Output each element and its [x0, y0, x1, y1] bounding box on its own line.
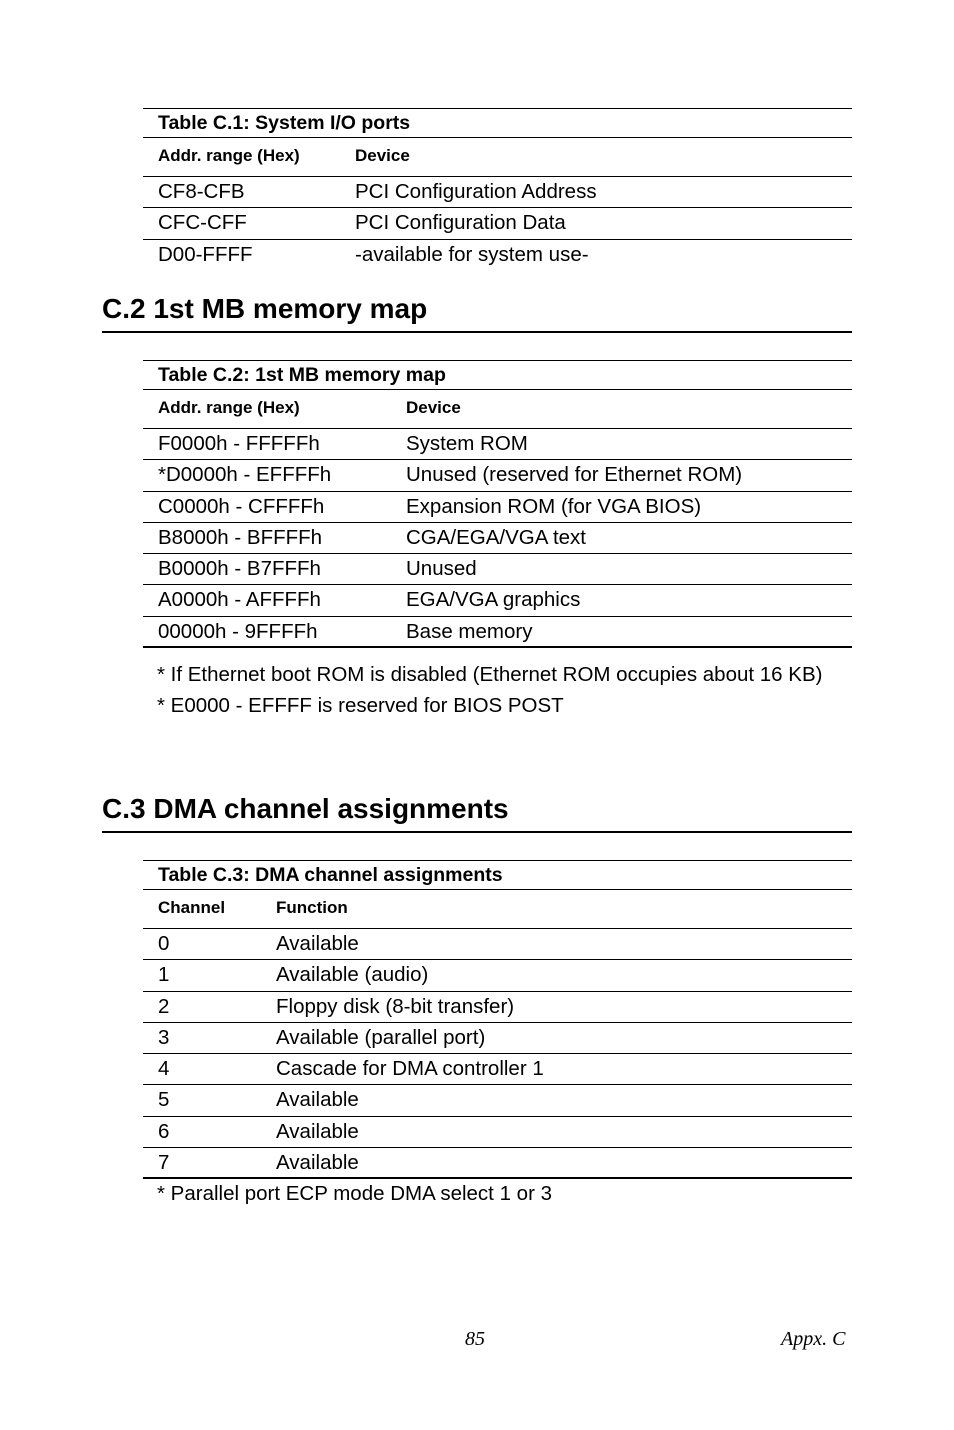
cell-channel: 7 [158, 1151, 170, 1175]
table-c3 [143, 860, 852, 1179]
table-row [143, 929, 852, 960]
column-header-addr-range: Addr. range (Hex) [158, 146, 300, 165]
cell-device: PCI Configuration Address [355, 180, 597, 203]
cell-device: Unused (reserved for Ethernet ROM) [406, 463, 743, 487]
section-heading-c2: C.2 1st MB memory map [102, 292, 852, 333]
cell-function: Available [276, 932, 359, 955]
table-row [143, 585, 852, 616]
footer-section: Appx. C [781, 1328, 846, 1350]
table-row [143, 460, 852, 491]
table-row [143, 240, 852, 271]
cell-function: Available [276, 1088, 359, 1112]
cell-addr: CF8-CFB [158, 180, 245, 203]
table-row [143, 554, 852, 585]
table-caption: Table C.2: 1st MB memory map [143, 360, 852, 390]
table-row [143, 992, 852, 1023]
cell-addr: A0000h - AFFFFh [158, 588, 321, 612]
table-note: * Parallel port ECP mode DMA select 1 or 3 [157, 1182, 552, 1205]
table-header [143, 890, 852, 929]
column-header-device: Device [406, 398, 461, 417]
table-row [143, 523, 852, 554]
cell-channel: 1 [158, 963, 170, 987]
cell-device: EGA/VGA graphics [406, 588, 581, 612]
table-row [143, 208, 852, 239]
cell-function: Cascade for DMA controller 1 [276, 1057, 544, 1081]
cell-function: Floppy disk (8-bit transfer) [276, 994, 515, 1018]
cell-addr: 00000h - 9FFFFh [158, 619, 318, 643]
table-caption: Table C.3: DMA channel assignments [143, 860, 852, 890]
table-caption: Table C.1: System I/O ports [143, 108, 852, 138]
cell-channel: 0 [158, 932, 170, 955]
cell-channel: 5 [158, 1088, 170, 1112]
table-row [143, 429, 852, 460]
table-row [143, 1054, 852, 1085]
cell-function: Available [276, 1151, 359, 1175]
cell-device: Unused [406, 557, 477, 581]
cell-device: CGA/EGA/VGA text [406, 525, 587, 549]
table-row [143, 1148, 852, 1179]
page-number: 85 [465, 1328, 485, 1350]
cell-addr: D00-FFFF [158, 242, 253, 266]
cell-device: Base memory [406, 619, 533, 643]
cell-addr: B0000h - B7FFFh [158, 557, 321, 581]
cell-addr: C0000h - CFFFFh [158, 494, 325, 518]
cell-function: Available [276, 1119, 359, 1143]
column-header-addr-range: Addr. range (Hex) [158, 398, 300, 417]
cell-channel: 4 [158, 1057, 170, 1081]
table-note: * If Ethernet boot ROM is disabled (Ethernet ROM occupies about 16 KB) [157, 663, 823, 686]
cell-device: Expansion ROM (for VGA BIOS) [406, 494, 702, 518]
cell-addr: *D0000h - EFFFFh [158, 463, 332, 487]
table-row [143, 960, 852, 991]
cell-function: Available (parallel port) [276, 1025, 486, 1049]
cell-channel: 2 [158, 994, 170, 1018]
table-row [143, 1023, 852, 1054]
column-header-channel: Channel [158, 898, 226, 917]
table-header [143, 390, 852, 429]
cell-addr: CFC-CFF [158, 211, 247, 235]
section-heading-c3: C.3 DMA channel assignments [102, 792, 852, 833]
table-header [143, 138, 852, 177]
column-header-device: Device [355, 146, 410, 165]
table-c1 [143, 108, 852, 271]
cell-channel: 6 [158, 1119, 170, 1143]
table-note: * E0000 - EFFFF is reserved for BIOS POST [157, 694, 564, 717]
column-header-function: Function [276, 898, 348, 917]
table-row [143, 492, 852, 523]
table-row [143, 617, 852, 648]
cell-device: -available for system use- [355, 242, 589, 266]
cell-addr: B8000h - BFFFFh [158, 525, 323, 549]
table-c2 [143, 360, 852, 648]
table-row [143, 177, 852, 208]
table-row [143, 1117, 852, 1148]
cell-device: PCI Configuration Data [355, 211, 566, 235]
cell-function: Available (audio) [276, 963, 429, 987]
cell-device: System ROM [406, 432, 528, 455]
table-row [143, 1085, 852, 1116]
cell-addr: F0000h - FFFFFh [158, 432, 320, 455]
cell-channel: 3 [158, 1025, 170, 1049]
